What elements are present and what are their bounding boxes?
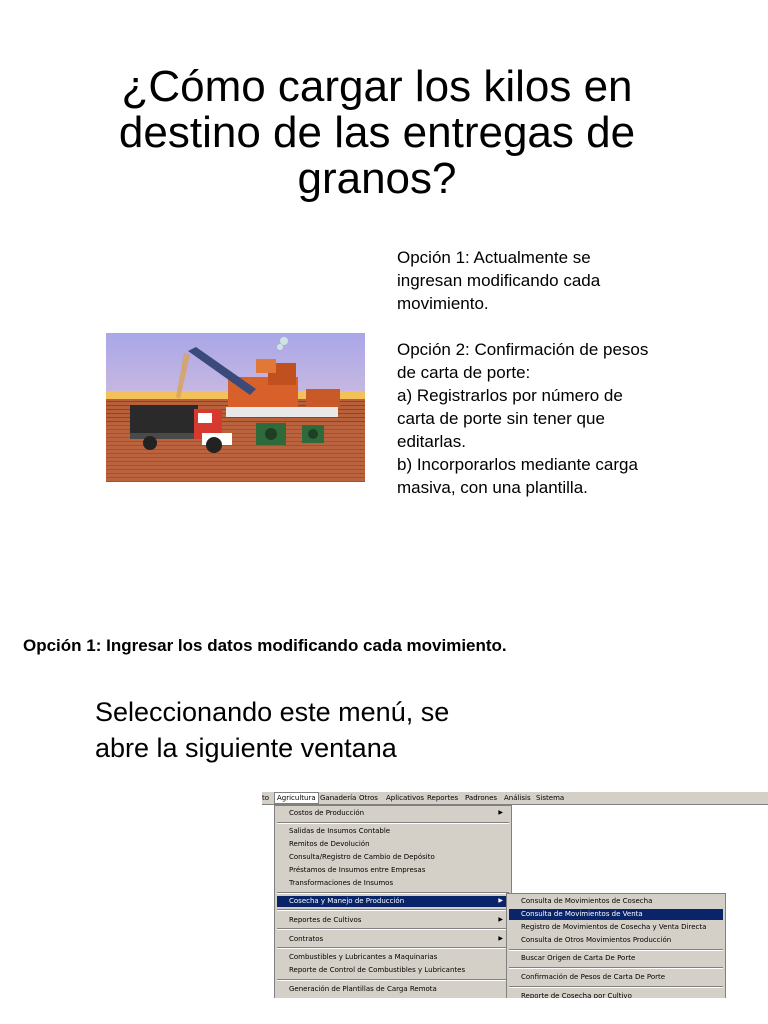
option2-line: masiva, con una plantilla. <box>397 478 588 497</box>
agricultura-menu <box>274 805 512 998</box>
menu-item[interactable]: Salidas de Insumos Contable <box>289 827 391 835</box>
submenu-arrow-icon: ▶ <box>498 897 503 904</box>
menu-item[interactable]: Transformaciones de Insumos <box>289 879 394 887</box>
menubar-item[interactable]: Aplicativos <box>386 794 425 802</box>
instruction-text <box>95 694 449 766</box>
background-panel <box>510 805 768 891</box>
instruction-line: abre la siguiente ventana <box>95 733 397 763</box>
menu-item[interactable]: Contratos ▶ <box>289 935 503 943</box>
menubar-item[interactable]: Ganadería <box>320 794 357 802</box>
instruction-line: Seleccionando este menú, se <box>95 697 450 727</box>
submenu-item[interactable]: Confirmación de Pesos de Carta De Porte <box>521 973 666 981</box>
menu-item[interactable]: Costos de Producción ▶ <box>289 809 503 817</box>
title-line: granos? <box>297 154 457 203</box>
menu-item[interactable]: Préstamos de Insumos entre Empresas <box>289 866 426 874</box>
menu-item[interactable]: Generación de Plantillas de Carga Remota <box>289 985 437 993</box>
submenu-arrow-icon: ▶ <box>498 809 503 816</box>
menubar <box>262 792 768 805</box>
option1-line: ingresan modificando cada <box>397 271 601 290</box>
option2-line: a) Registrarlos por número de <box>397 386 623 405</box>
title-line: destino de las entregas de <box>118 108 636 157</box>
submenu-arrow-icon: ▶ <box>498 916 503 923</box>
menu-screenshot <box>262 792 768 998</box>
menubar-item[interactable]: Padrones <box>465 794 498 802</box>
option2-line: Opción 2: Confirmación de pesos <box>397 340 649 359</box>
option1-line: movimiento. <box>397 294 489 313</box>
menu-item-cosecha[interactable]: Cosecha y Manejo de Producción ▶ <box>277 896 509 907</box>
menu-item[interactable]: Reporte de Control de Combustibles y Lubricantes <box>289 966 466 974</box>
option2-line: b) Incorporarlos mediante carga <box>397 455 638 474</box>
options-text <box>397 246 697 499</box>
menubar-item[interactable]: Sistema <box>536 794 565 802</box>
submenu-item[interactable]: Buscar Origen de Carta De Porte <box>521 954 636 962</box>
menu-item[interactable]: Combustibles y Lubricantes a Maquinarias <box>289 953 438 961</box>
submenu-arrow-icon: ▶ <box>498 935 503 942</box>
option2-line: de carta de porte: <box>397 363 531 382</box>
cosecha-submenu <box>506 893 726 998</box>
submenu-item[interactable]: Consulta de Movimientos de Cosecha <box>521 897 653 905</box>
menubar-item[interactable]: Análisis <box>504 794 531 802</box>
menu-item[interactable]: Consulta/Registro de Cambio de Depósito <box>289 853 435 861</box>
option2-line: editarlas. <box>397 432 466 451</box>
page-title <box>60 64 694 202</box>
menubar-item[interactable]: to <box>262 794 270 802</box>
option1-line: Opción 1: Actualmente se <box>397 248 591 267</box>
submenu-item[interactable]: Reporte de Cosecha por Cultivo <box>521 992 632 998</box>
menu-item[interactable]: Reportes de Cultivos ▶ <box>289 916 503 924</box>
menubar-item[interactable]: Reportes <box>427 794 459 802</box>
option2-line: carta de porte sin tener que <box>397 409 605 428</box>
submenu-item[interactable]: Registro de Movimientos de Cosecha y Venta Directa <box>521 923 707 931</box>
harvester-truck-illustration <box>106 333 365 482</box>
menubar-item[interactable]: Otros <box>359 794 378 802</box>
title-line: ¿Cómo cargar los kilos en <box>121 62 633 111</box>
menu-item[interactable]: Remitos de Devolución <box>289 840 370 848</box>
submenu-item-consulta-venta[interactable]: Consulta de Movimientos de Venta <box>509 909 723 920</box>
menubar-item-agricultura[interactable]: Agricultura <box>274 792 319 804</box>
section-heading: Opción 1: Ingresar los datos modificando cada movimiento. <box>23 636 507 655</box>
submenu-item[interactable]: Consulta de Otros Movimientos Producción <box>521 936 672 944</box>
